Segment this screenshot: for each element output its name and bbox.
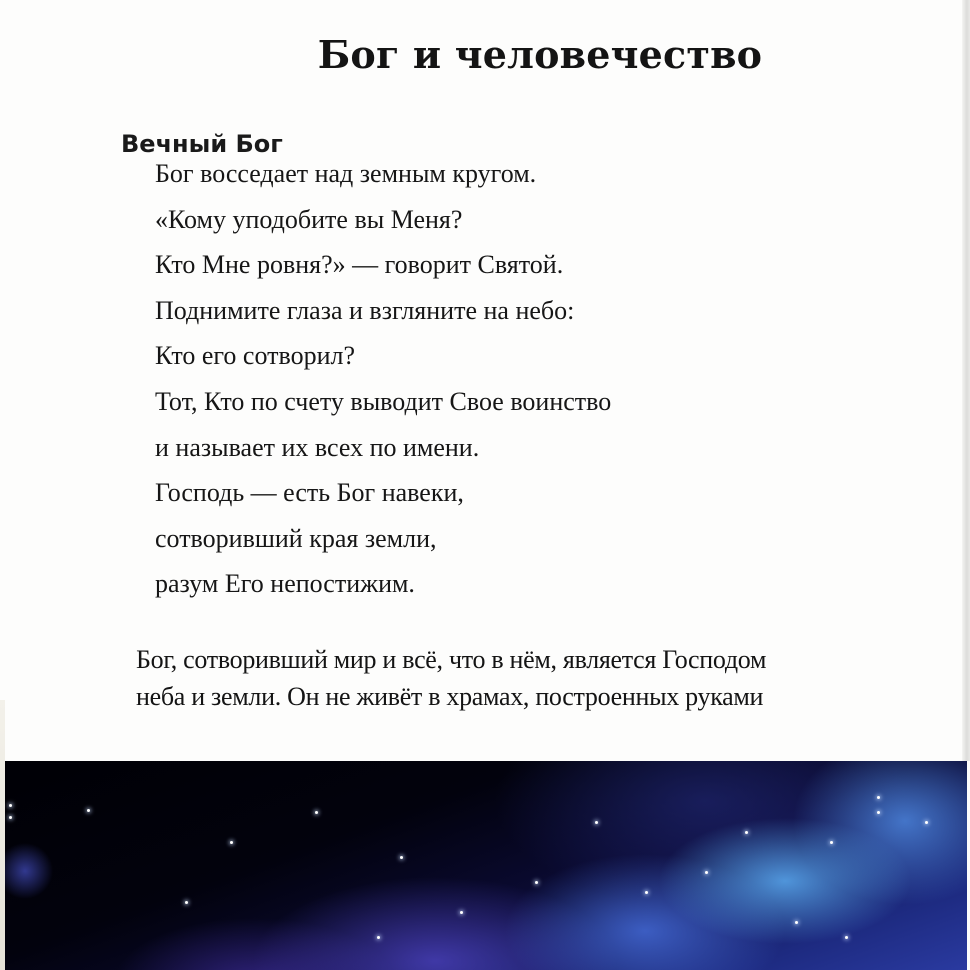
star-decoration — [845, 936, 848, 939]
star-decoration — [377, 936, 380, 939]
star-decoration — [185, 901, 188, 904]
star-decoration — [830, 841, 833, 844]
star-decoration — [595, 821, 598, 824]
chapter-title: Бог и человечество — [317, 32, 763, 78]
body-paragraph — [136, 641, 956, 715]
paragraph-line: неба и земли. Он не живёт в храмах, построенных руками — [136, 682, 764, 711]
star-decoration — [460, 911, 463, 914]
page-gutter-edge — [962, 0, 970, 761]
poem-line: Бог восседает над земным кругом. — [155, 159, 537, 188]
poem-line: сотворивший края земли, — [155, 523, 437, 553]
section-heading: Вечный Бог — [121, 129, 283, 158]
poem-line: Кто его сотворил? — [155, 341, 356, 371]
space-nebula-image — [5, 761, 967, 970]
star-decoration — [9, 804, 12, 807]
star-decoration — [705, 871, 708, 874]
poem-line: и называет их всех по имени. — [155, 432, 480, 462]
poem-line: Кто Мне ровня?» — говорит Святой. — [155, 250, 564, 280]
star-decoration — [535, 881, 538, 884]
poem-line: Поднимите глаза и взгляните на небо: — [155, 295, 575, 325]
star-decoration — [877, 796, 880, 799]
star-decoration — [795, 921, 798, 924]
star-decoration — [230, 841, 233, 844]
poem-line: «Кому уподобите вы Меня? — [155, 204, 463, 234]
star-decoration — [925, 821, 928, 824]
paragraph-line: Бог, сотворивший мир и всё, что в нём, является Господом — [136, 645, 767, 674]
poem-line: Господь — есть Бог навеки, — [155, 478, 464, 508]
star-decoration — [87, 809, 90, 812]
poem-block — [155, 151, 611, 607]
poem-line: Тот, Кто по счету выводит Свое воинство — [155, 386, 612, 416]
star-decoration — [645, 891, 648, 894]
star-decoration — [400, 856, 403, 859]
star-decoration — [315, 811, 318, 814]
star-decoration — [877, 811, 880, 814]
star-decoration — [745, 831, 748, 834]
poem-line: разум Его непостижим. — [155, 569, 415, 599]
star-decoration — [9, 816, 12, 819]
